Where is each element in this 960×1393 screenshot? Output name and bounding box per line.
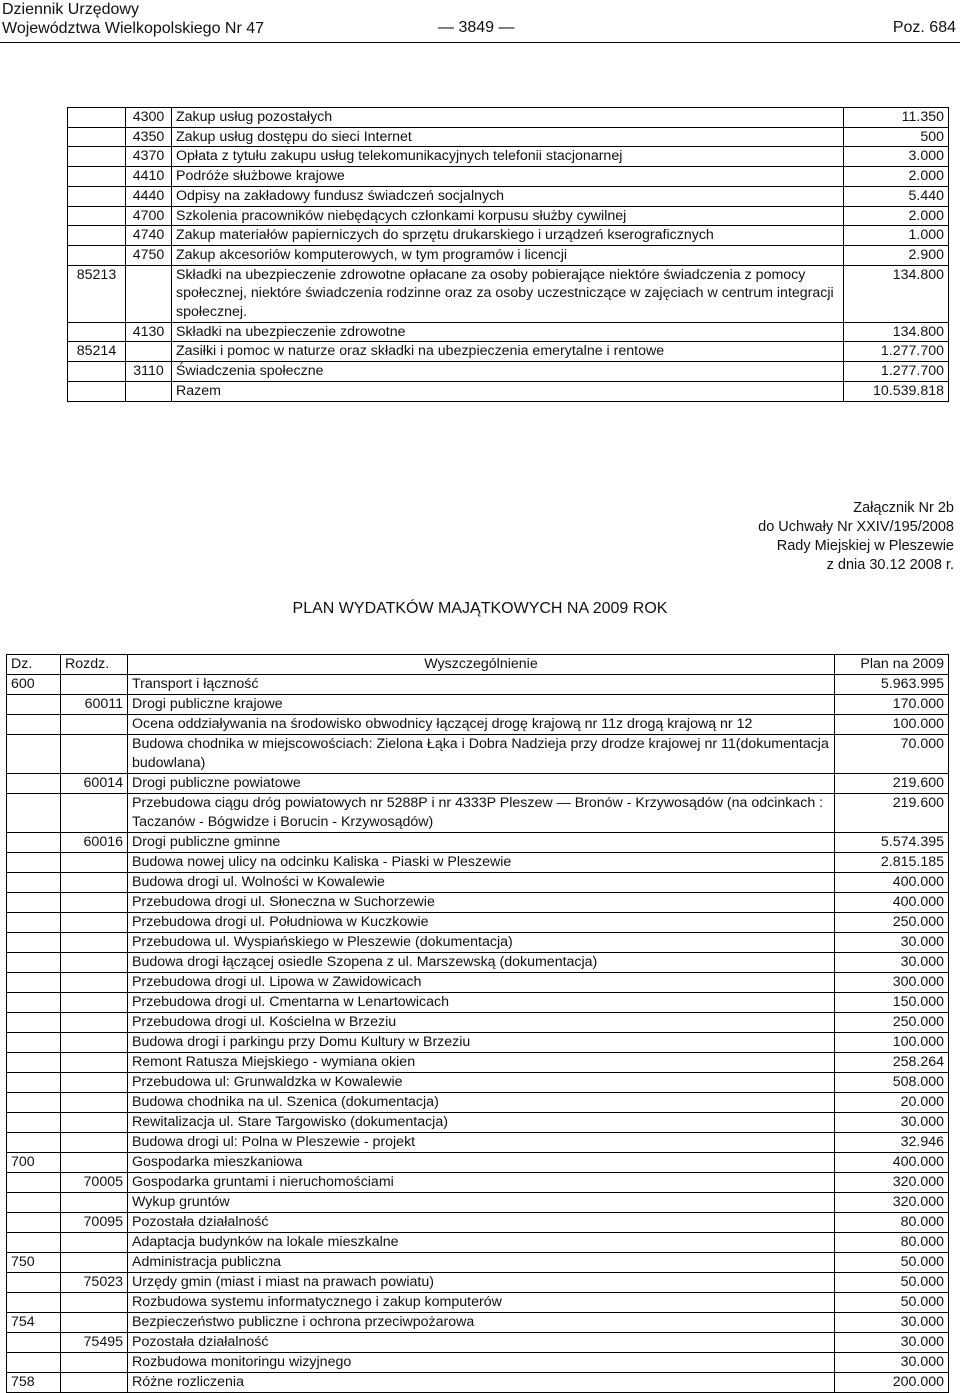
chapter-cell — [61, 1073, 128, 1093]
chapter-cell — [61, 1373, 128, 1393]
description-cell: Podróże służbowe krajowe — [172, 167, 844, 187]
chapter-cell — [61, 853, 128, 873]
section-cell: 600 — [7, 675, 61, 695]
section-cell — [7, 695, 61, 715]
table-row — [7, 695, 949, 715]
amount-cell: 1.000 — [844, 226, 949, 246]
chapter-cell — [61, 1033, 128, 1053]
table-row — [7, 774, 949, 794]
chapter-cell — [61, 873, 128, 893]
description-cell: Drogi publiczne krajowe — [128, 695, 835, 715]
publication-name — [2, 0, 264, 38]
chapter-cell — [61, 715, 128, 735]
description-cell: Drogi publiczne gminne — [128, 833, 835, 853]
plan-cell: 170.000 — [835, 695, 949, 715]
attachment-line-4: z dnia 30.12 2008 r. — [826, 557, 954, 573]
table-row — [7, 1373, 949, 1393]
section-cell — [7, 735, 61, 774]
table-row — [7, 1013, 949, 1033]
paragraph-cell: 4740 — [126, 226, 172, 246]
paragraph-cell — [126, 381, 172, 401]
table-row — [7, 1253, 949, 1273]
amount-cell: 10.539.818 — [844, 381, 949, 401]
chapter-cell — [68, 167, 126, 187]
table-row — [7, 1173, 949, 1193]
description-cell: Zakup usług pozostałych — [172, 108, 844, 128]
chapter-cell — [61, 1313, 128, 1333]
section-cell — [7, 853, 61, 873]
chapter-cell — [61, 953, 128, 973]
chapter-cell — [61, 1133, 128, 1153]
publication-line-1: Dziennik Urzędowy — [2, 1, 139, 18]
paragraph-cell: 4300 — [126, 108, 172, 128]
chapter-cell: 70095 — [61, 1213, 128, 1233]
amount-cell: 3.000 — [844, 147, 949, 167]
description-cell: Ocena oddziaływania na środowisko obwodnicy łączącej drogę krajową nr 11z drogą krajową nr 12 — [128, 715, 835, 735]
plan-cell: 100.000 — [835, 715, 949, 735]
description-cell: Rozbudowa monitoringu wizyjnego — [128, 1353, 835, 1373]
chapter-cell — [68, 322, 126, 342]
plan-cell: 2.815.185 — [835, 853, 949, 873]
section-cell — [7, 893, 61, 913]
section-cell — [7, 973, 61, 993]
plan-cell: 30.000 — [835, 953, 949, 973]
description-cell: Zakup akcesoriów komputerowych, w tym programów i licencji — [172, 245, 844, 265]
section-cell — [7, 1193, 61, 1213]
section-cell — [7, 1033, 61, 1053]
header-description: Wyszczególnienie — [128, 655, 835, 675]
description-cell: Przebudowa drogi ul. Południowa w Kuczkowie — [128, 913, 835, 933]
chapter-cell — [61, 1113, 128, 1133]
amount-cell: 11.350 — [844, 108, 949, 128]
table-header-row — [7, 655, 949, 675]
chapter-cell: 60011 — [61, 695, 128, 715]
table-row — [7, 1213, 949, 1233]
chapter-cell — [61, 1253, 128, 1273]
plan-cell: 400.000 — [835, 1153, 949, 1173]
section-cell — [7, 774, 61, 794]
section-cell — [7, 1213, 61, 1233]
chapter-cell — [68, 245, 126, 265]
description-cell: Opłata z tytułu zakupu usług telekomunikacyjnych telefonii stacjonarnej — [172, 147, 844, 167]
amount-cell: 500 — [844, 127, 949, 147]
chapter-cell: 75495 — [61, 1333, 128, 1353]
chapter-cell — [61, 933, 128, 953]
description-cell: Budowa nowej ulicy na odcinku Kaliska - Piaski w Pleszewie — [128, 853, 835, 873]
plan-cell: 320.000 — [835, 1193, 949, 1213]
chapter-cell — [61, 794, 128, 833]
amount-cell: 5.440 — [844, 186, 949, 206]
table-row — [7, 1073, 949, 1093]
header-plan: Plan na 2009 — [835, 655, 949, 675]
table-row — [7, 953, 949, 973]
section-cell — [7, 933, 61, 953]
table-row — [7, 794, 949, 833]
description-cell: Zakup materiałów papierniczych do sprzętu drukarskiego i urządzeń kserograficznych — [172, 226, 844, 246]
section-cell — [7, 1173, 61, 1193]
plan-cell: 300.000 — [835, 973, 949, 993]
plan-cell: 80.000 — [835, 1213, 949, 1233]
chapter-cell — [61, 1093, 128, 1113]
table-row — [7, 933, 949, 953]
plan-cell: 100.000 — [835, 1033, 949, 1053]
chapter-cell — [61, 973, 128, 993]
table-row — [68, 265, 949, 322]
description-cell: Adaptacja budynków na lokale mieszkalne — [128, 1233, 835, 1253]
table-row — [7, 973, 949, 993]
section-cell — [7, 715, 61, 735]
table-row — [7, 1113, 949, 1133]
plan-cell: 258.264 — [835, 1053, 949, 1073]
chapter-cell: 75023 — [61, 1273, 128, 1293]
plan-cell: 32.946 — [835, 1133, 949, 1153]
amount-cell: 2.900 — [844, 245, 949, 265]
table-row — [7, 893, 949, 913]
page-header — [0, 0, 960, 43]
paragraph-cell: 4130 — [126, 322, 172, 342]
section-cell — [7, 833, 61, 853]
chapter-cell — [68, 381, 126, 401]
table-row — [7, 1293, 949, 1313]
table-row — [68, 167, 949, 187]
paragraph-cell: 4700 — [126, 206, 172, 226]
table-row — [68, 147, 949, 167]
plan-cell: 20.000 — [835, 1093, 949, 1113]
section-cell — [7, 1353, 61, 1373]
section-cell — [7, 1053, 61, 1073]
table-row — [68, 322, 949, 342]
table-row — [7, 1033, 949, 1053]
section-cell: 754 — [7, 1313, 61, 1333]
chapter-cell — [61, 913, 128, 933]
table-row — [7, 833, 949, 853]
table-row — [7, 1233, 949, 1253]
description-cell: Przebudowa ul: Grunwaldzka w Kowalewie — [128, 1073, 835, 1093]
section-cell — [7, 1273, 61, 1293]
plan-cell: 250.000 — [835, 1013, 949, 1033]
table-row — [7, 715, 949, 735]
section-cell — [7, 1333, 61, 1353]
plan-cell: 5.574.395 — [835, 833, 949, 853]
plan-cell: 30.000 — [835, 1113, 949, 1133]
table-row — [68, 186, 949, 206]
plan-cell: 30.000 — [835, 1333, 949, 1353]
chapter-cell — [61, 1293, 128, 1313]
description-cell: Wykup gruntów — [128, 1193, 835, 1213]
table-row — [7, 913, 949, 933]
attachment-line-3: Rady Miejskiej w Pleszewie — [776, 538, 954, 554]
plan-cell: 30.000 — [835, 933, 949, 953]
paragraph-cell: 4750 — [126, 245, 172, 265]
description-cell: Budowa drogi ul. Wolności w Kowalewie — [128, 873, 835, 893]
plan-cell: 400.000 — [835, 893, 949, 913]
table-row — [68, 127, 949, 147]
table-row — [7, 1333, 949, 1353]
chapter-cell: 85214 — [68, 342, 126, 362]
chapter-cell: 60016 — [61, 833, 128, 853]
description-cell: Urzędy gmin (miast i miast na prawach powiatu) — [128, 1273, 835, 1293]
table-row — [7, 1153, 949, 1173]
table-row — [7, 1353, 949, 1373]
description-cell: Rozbudowa systemu informatycznego i zakup komputerów — [128, 1293, 835, 1313]
plan-title: PLAN WYDATKÓW MAJĄTKOWYCH NA 2009 ROK — [292, 600, 668, 617]
publication-line-2: Województwa Wielkopolskiego Nr 47 — [2, 20, 265, 37]
description-cell: Budowa drogi ul: Polna w Pleszewie - projekt — [128, 1133, 835, 1153]
description-cell: Przebudowa drogi ul. Cmentarna w Lenartowicach — [128, 993, 835, 1013]
description-cell: Przebudowa drogi ul. Kościelna w Brzeziu — [128, 1013, 835, 1033]
description-cell: Gospodarka mieszkaniowa — [128, 1153, 835, 1173]
plan-cell: 70.000 — [835, 735, 949, 774]
paragraph-cell: 4440 — [126, 186, 172, 206]
section-cell — [7, 913, 61, 933]
amount-cell: 134.800 — [844, 322, 949, 342]
chapter-cell — [68, 226, 126, 246]
section-cell — [7, 993, 61, 1013]
attachment-line-2: do Uchwały Nr XXIV/195/2008 — [758, 519, 954, 535]
description-cell: Świadczenia społeczne — [172, 362, 844, 382]
description-cell: Drogi publiczne powiatowe — [128, 774, 835, 794]
paragraph-cell: 3110 — [126, 362, 172, 382]
description-cell: Pozostała działalność — [128, 1333, 835, 1353]
description-cell: Przebudowa ul. Wyspiańskiego w Pleszewie (dokumentacja) — [128, 933, 835, 953]
table-row — [7, 1193, 949, 1213]
description-cell: Przebudowa ciągu dróg powiatowych nr 5288P i nr 4333P Pleszew — Bronów - Krzywosądów (na odcinkach : Taczanów - Bógwidze i Borucin - Krzywosądów) — [128, 794, 835, 833]
description-cell: Szkolenia pracowników niebędących członkami korpusu służby cywilnej — [172, 206, 844, 226]
chapter-cell — [61, 1353, 128, 1373]
description-cell: Administracja publiczna — [128, 1253, 835, 1273]
plan-cell: 508.000 — [835, 1073, 949, 1093]
plan-cell: 50.000 — [835, 1253, 949, 1273]
description-cell: Przebudowa drogi ul. Lipowa w Zawidowicach — [128, 973, 835, 993]
paragraph-cell — [126, 265, 172, 322]
plan-cell: 5.963.995 — [835, 675, 949, 695]
table-row — [7, 1133, 949, 1153]
page-number: — 3849 — — [438, 19, 515, 36]
plan-cell: 80.000 — [835, 1233, 949, 1253]
description-cell: Gospodarka gruntami i nieruchomościami — [128, 1173, 835, 1193]
table-row — [7, 675, 949, 695]
description-cell: Razem — [172, 381, 844, 401]
description-cell: Transport i łączność — [128, 675, 835, 695]
description-cell: Składki na ubezpieczenie zdrowotne — [172, 322, 844, 342]
plan-cell: 200.000 — [835, 1373, 949, 1393]
chapter-cell — [61, 735, 128, 774]
table-row — [7, 1273, 949, 1293]
plan-cell: 250.000 — [835, 913, 949, 933]
table-row — [68, 381, 949, 401]
chapter-cell — [68, 108, 126, 128]
section-cell — [7, 1133, 61, 1153]
plan-cell: 50.000 — [835, 1293, 949, 1313]
chapter-cell — [68, 186, 126, 206]
chapter-cell — [61, 1053, 128, 1073]
expenses-table-continued — [67, 107, 949, 402]
table-row — [68, 245, 949, 265]
chapter-cell — [61, 1193, 128, 1213]
description-cell: Budowa drogi łączącej osiedle Szopena z ul. Marszewską (dokumentacja) — [128, 953, 835, 973]
description-cell: Remont Ratusza Miejskiego - wymiana okien — [128, 1053, 835, 1073]
table-row — [68, 362, 949, 382]
description-cell: Budowa drogi i parkingu przy Domu Kultury w Brzeziu — [128, 1033, 835, 1053]
amount-cell: 2.000 — [844, 206, 949, 226]
plan-cell: 219.600 — [835, 774, 949, 794]
section-cell: 700 — [7, 1153, 61, 1173]
chapter-cell — [68, 147, 126, 167]
plan-cell: 150.000 — [835, 993, 949, 1013]
description-cell: Przebudowa drogi ul. Słoneczna w Suchorzewie — [128, 893, 835, 913]
position-number: Poz. 684 — [892, 19, 956, 36]
section-cell: 750 — [7, 1253, 61, 1273]
plan-cell: 50.000 — [835, 1273, 949, 1293]
plan-cell: 400.000 — [835, 873, 949, 893]
attachment-line-1: Załącznik Nr 2b — [853, 500, 954, 516]
table-row — [7, 1313, 949, 1333]
amount-cell: 1.277.700 — [844, 342, 949, 362]
section-cell: 758 — [7, 1373, 61, 1393]
table-row — [68, 342, 949, 362]
paragraph-cell — [126, 342, 172, 362]
table-row — [68, 226, 949, 246]
header-dz: Dz. — [7, 655, 61, 675]
section-cell — [7, 1093, 61, 1113]
chapter-cell — [61, 1153, 128, 1173]
paragraph-cell: 4350 — [126, 127, 172, 147]
paragraph-cell: 4410 — [126, 167, 172, 187]
table-row — [7, 853, 949, 873]
plan-cell: 30.000 — [835, 1353, 949, 1373]
description-cell: Budowa chodnika w miejscowościach: Zielona Łąka i Dobra Nadzieja przy drodze krajowej nr 11(dokumentacja budowlana) — [128, 735, 835, 774]
chapter-cell: 85213 — [68, 265, 126, 322]
section-cell — [7, 794, 61, 833]
section-cell — [7, 1233, 61, 1253]
description-cell: Różne rozliczenia — [128, 1373, 835, 1393]
paragraph-cell: 4370 — [126, 147, 172, 167]
description-cell: Składki na ubezpieczenie zdrowotne opłacane za osoby pobierające niektóre świadczenia z pomocy społecznej, niektóre świadczenia rodzinne oraz za osoby uczestniczące w zajęciach w centrum integracji społecznej. — [172, 265, 844, 322]
table-row — [68, 206, 949, 226]
chapter-cell — [68, 362, 126, 382]
section-cell — [7, 1073, 61, 1093]
section-cell — [7, 953, 61, 973]
section-cell — [7, 1293, 61, 1313]
section-cell — [7, 1113, 61, 1133]
chapter-cell — [61, 675, 128, 695]
chapter-cell — [68, 127, 126, 147]
section-cell — [7, 873, 61, 893]
section-cell — [7, 1013, 61, 1033]
table-row — [7, 993, 949, 1013]
chapter-cell — [61, 993, 128, 1013]
header-rozdz: Rozdz. — [61, 655, 128, 675]
description-cell: Odpisy na zakładowy fundusz świadczeń socjalnych — [172, 186, 844, 206]
capital-expenditure-table — [6, 654, 949, 1393]
description-cell: Rewitalizacja ul. Stare Targowisko (dokumentacja) — [128, 1113, 835, 1133]
description-cell: Zasiłki i pomoc w naturze oraz składki na ubezpieczenia emerytalne i rentowe — [172, 342, 844, 362]
table-row — [7, 873, 949, 893]
table-row — [7, 1093, 949, 1113]
chapter-cell — [68, 206, 126, 226]
amount-cell: 134.800 — [844, 265, 949, 322]
attachment-note — [758, 499, 954, 575]
chapter-cell — [61, 893, 128, 913]
plan-cell: 320.000 — [835, 1173, 949, 1193]
description-cell: Bezpieczeństwo publiczne i ochrona przeciwpożarowa — [128, 1313, 835, 1333]
description-cell: Pozostała działalność — [128, 1213, 835, 1233]
description-cell: Budowa chodnika na ul. Szenica (dokumentacja) — [128, 1093, 835, 1113]
amount-cell: 2.000 — [844, 167, 949, 187]
amount-cell: 1.277.700 — [844, 362, 949, 382]
chapter-cell: 60014 — [61, 774, 128, 794]
chapter-cell — [61, 1233, 128, 1253]
description-cell: Zakup usług dostępu do sieci Internet — [172, 127, 844, 147]
plan-cell: 219.600 — [835, 794, 949, 833]
chapter-cell — [61, 1013, 128, 1033]
table-row — [7, 1053, 949, 1073]
table-row — [68, 108, 949, 128]
plan-cell: 30.000 — [835, 1313, 949, 1333]
chapter-cell: 70005 — [61, 1173, 128, 1193]
table-row — [7, 735, 949, 774]
